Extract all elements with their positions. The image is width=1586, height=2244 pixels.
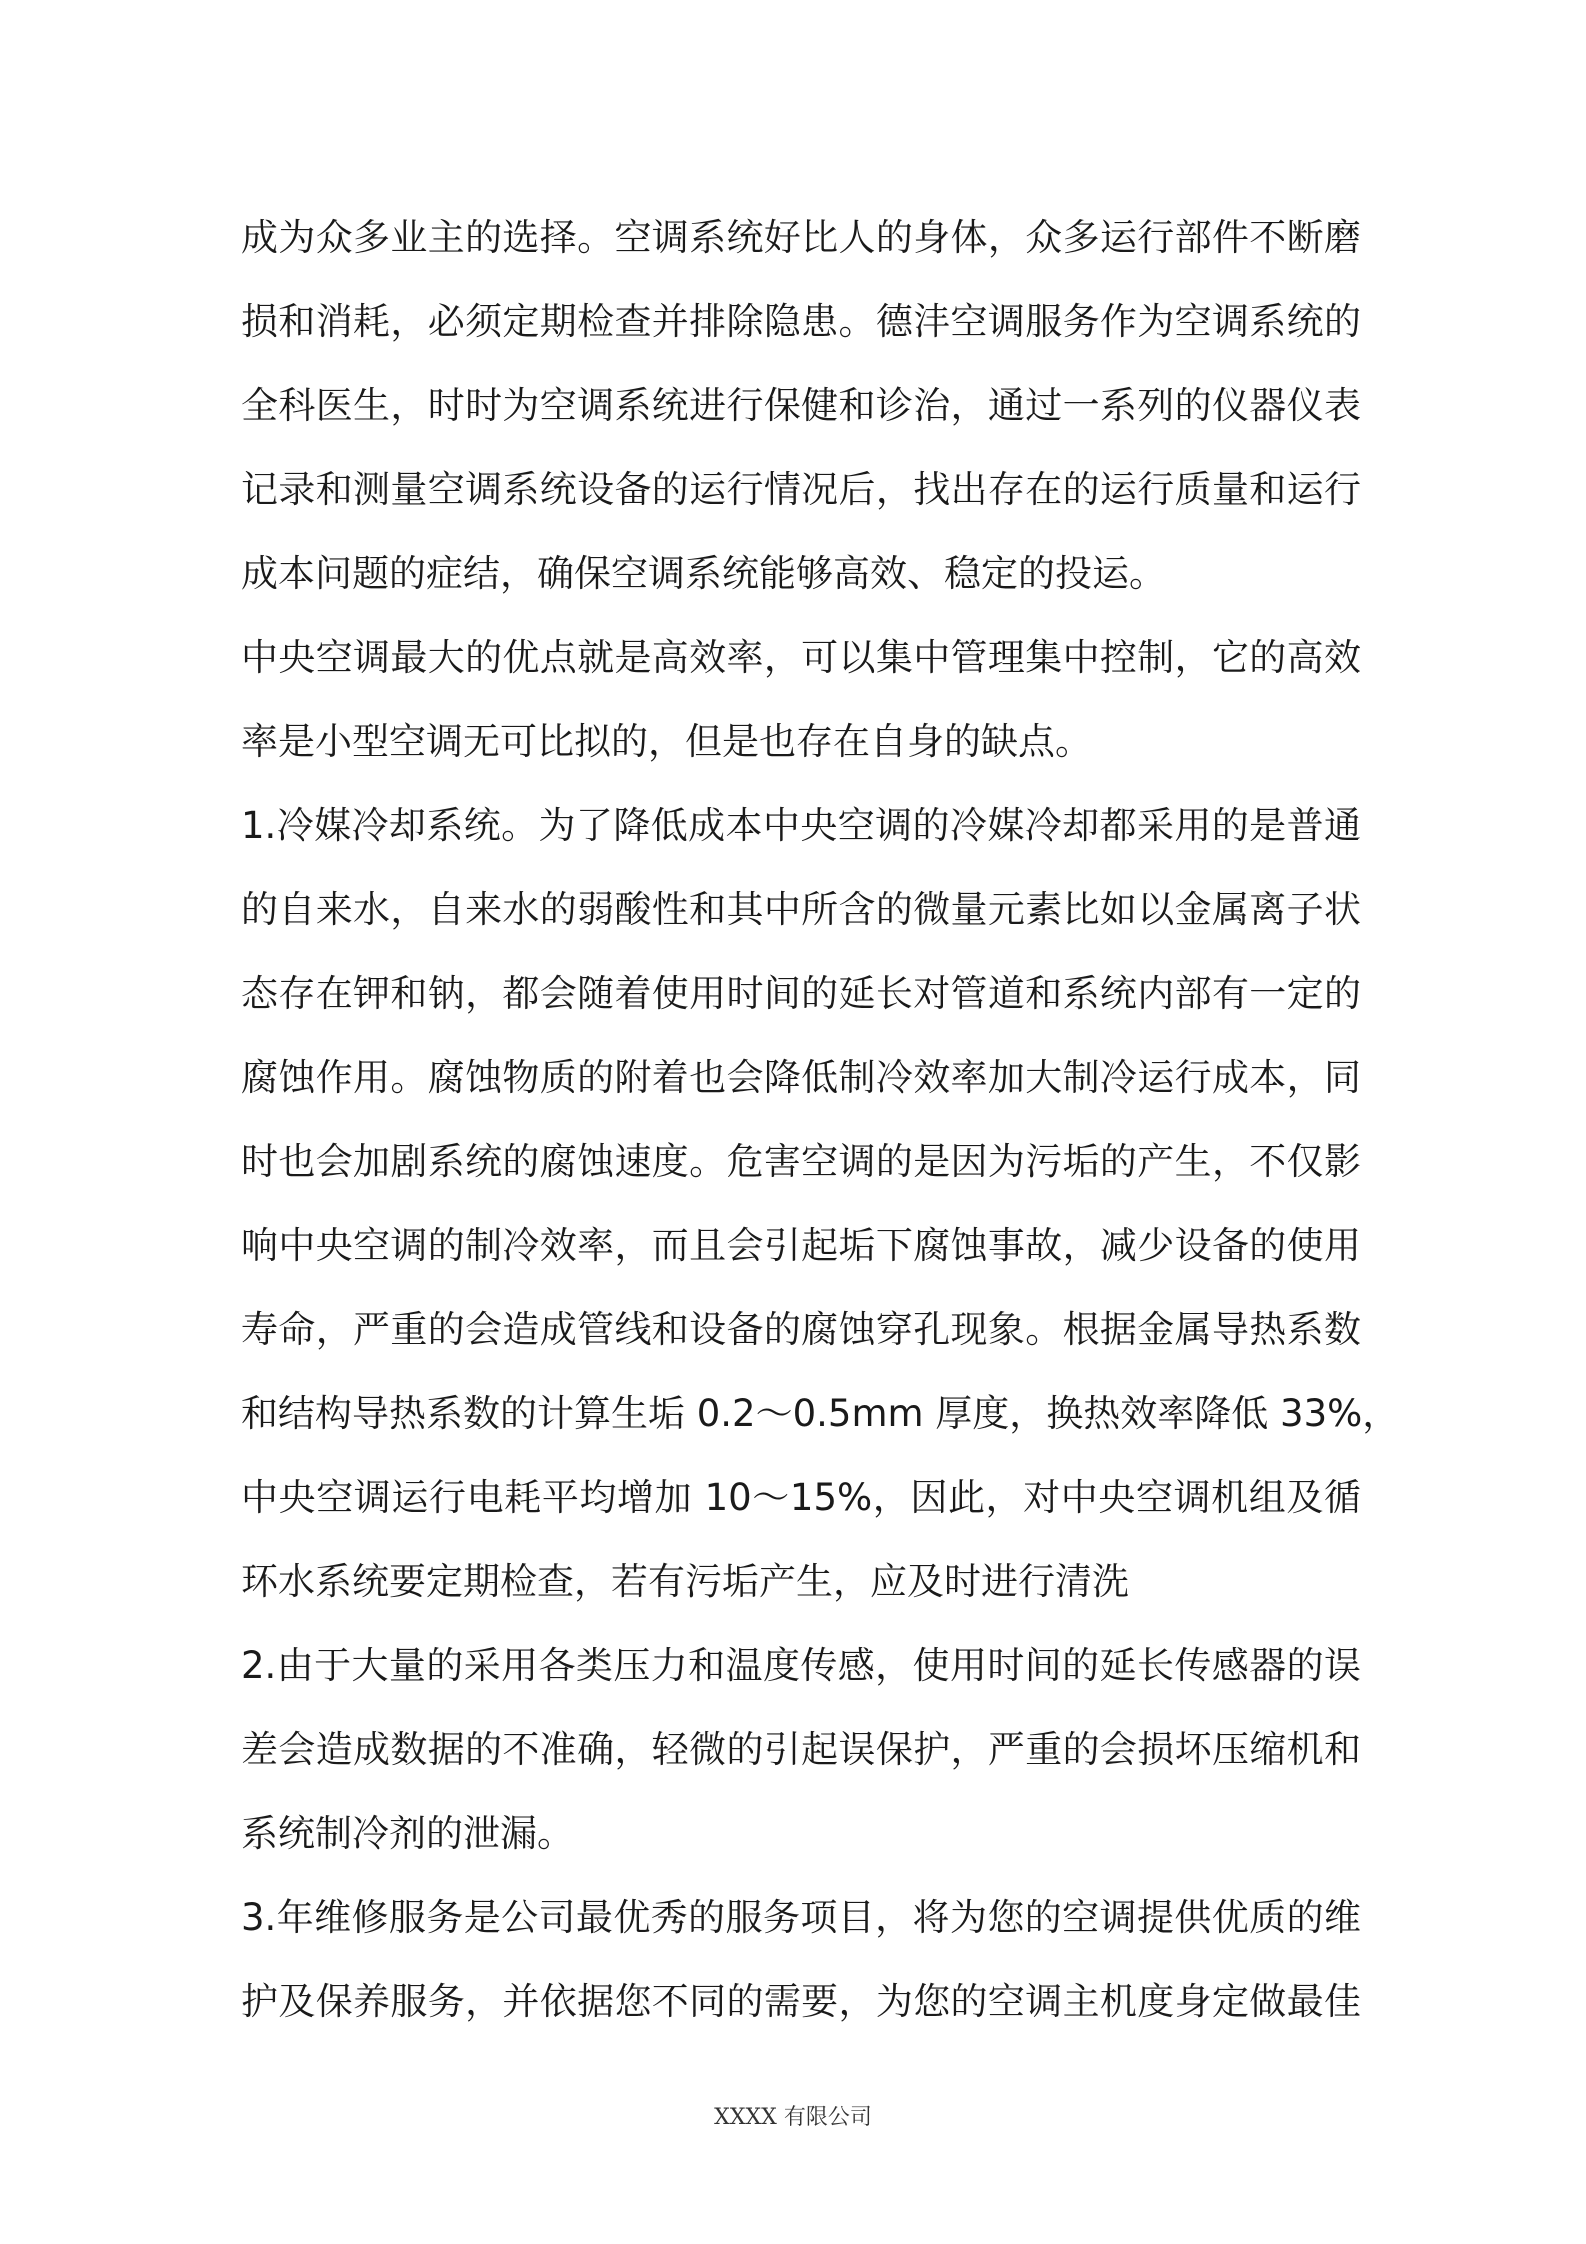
text-line: 中央空调运行电耗平均增加 10～15%，因此，对中央空调机组及循: [241, 1476, 1361, 1519]
text-line: 腐蚀作用。腐蚀物质的附着也会降低制冷效率加大制冷运行成本，同: [241, 1056, 1361, 1099]
text-line: 时也会加剧系统的腐蚀速度。危害空调的是因为污垢的产生，不仅影: [241, 1140, 1361, 1183]
text-line: 的自来水，自来水的弱酸性和其中所含的微量元素比如以金属离子状: [241, 888, 1361, 931]
text-line: 和结构导热系数的计算生垢 0.2～0.5mm 厚度，换热效率降低 33%，: [241, 1392, 1400, 1435]
text-line: 中央空调最大的优点就是高效率，可以集中管理集中控制，它的高效: [241, 636, 1361, 679]
page-footer: XXXX 有限公司: [714, 2105, 872, 2130]
text-line: 成本问题的症结，确保空调系统能够高效、稳定的投运。: [241, 552, 1166, 595]
text-line: 态存在钾和钠，都会随着使用时间的延长对管道和系统内部有一定的: [241, 972, 1361, 1015]
text-line: 成为众多业主的选择。空调系统好比人的身体，众多运行部件不断磨: [241, 216, 1361, 259]
text-line: 记录和测量空调系统设备的运行情况后，找出存在的运行质量和运行: [241, 468, 1361, 511]
text-line: 损和消耗，必须定期检查并排除隐患。德沣空调服务作为空调系统的: [241, 300, 1361, 343]
text-line: 响中央空调的制冷效率，而且会引起垢下腐蚀事故，减少设备的使用: [241, 1224, 1361, 1267]
text-line: 1.冷媒冷却系统。为了降低成本中央空调的冷媒冷却都采用的是普通: [241, 804, 1361, 847]
text-line: 护及保养服务，并依据您不同的需要，为您的空调主机度身定做最佳: [241, 1980, 1361, 2023]
text-line: 3.年维修服务是公司最优秀的服务项目，将为您的空调提供优质的维: [241, 1896, 1361, 1939]
text-line: 差会造成数据的不准确，轻微的引起误保护，严重的会损坏压缩机和: [241, 1728, 1361, 1771]
body-text: [241, 196, 1400, 2044]
text-line: 率是小型空调无可比拟的，但是也存在自身的缺点。: [241, 720, 1092, 763]
text-line: 全科医生，时时为空调系统进行保健和诊治，通过一系列的仪器仪表: [241, 384, 1361, 427]
text-line: 系统制冷剂的泄漏。: [241, 1812, 574, 1855]
text-line: 环水系统要定期检查，若有污垢产生，应及时进行清洗: [241, 1560, 1129, 1603]
text-line: 2.由于大量的采用各类压力和温度传感，使用时间的延长传感器的误: [241, 1644, 1361, 1687]
text-line: 寿命，严重的会造成管线和设备的腐蚀穿孔现象。根据金属导热系数: [241, 1308, 1361, 1351]
